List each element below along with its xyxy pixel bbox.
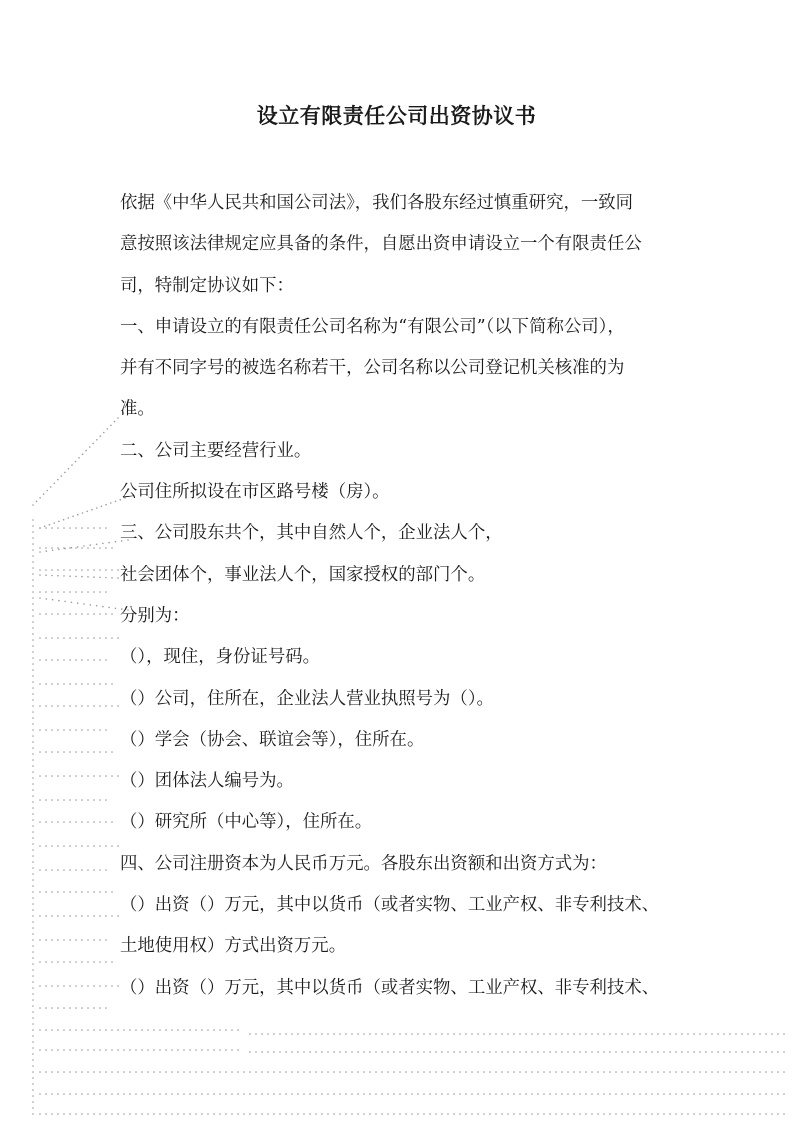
body-line: 并有不同字号的被选名称若干，公司名称以公司登记机关核准的为 — [120, 358, 625, 379]
body-line: （），现住，身份证号码。 — [120, 647, 320, 668]
body-line: 意按照该法律规定应具备的条件，自愿出资申请设立一个有限责任公 — [120, 234, 642, 255]
body-line: （）出资（）万元，其中以货币（或者实物、工业产权、非专利技术、 — [120, 977, 660, 998]
document-body — [120, 183, 680, 1009]
body-line: 司，特制定协议如下： — [120, 275, 294, 296]
body-line: （）出资（）万元，其中以货币（或者实物、工业产权、非专利技术、 — [120, 895, 660, 916]
body-line: （）学会（协会、联谊会等），住所在。 — [120, 729, 425, 750]
body-line: 公司住所拟设在市区路号楼（房）。 — [120, 482, 390, 503]
body-line: 分别为： — [120, 605, 190, 626]
body-line: （）公司，住所在，企业法人营业执照号为（）。 — [120, 688, 494, 709]
body-line: 社会团体个，事业法人个，国家授权的部门个。 — [120, 564, 486, 585]
body-line: 四、公司注册资本为人民币万元。各股东出资额和出资方式为： — [120, 853, 607, 874]
body-line: （）研究所（中心等），住所在。 — [120, 812, 373, 833]
body-line: 三、公司股东共个，其中自然人个，企业法人个， — [120, 523, 503, 544]
body-line: 二、公司主要经营行业。 — [120, 440, 312, 461]
body-line: （）团体法人编号为。 — [120, 771, 294, 792]
body-line: 土地使用权）方式出资万元。 — [120, 936, 347, 957]
document-title: 设立有限责任公司出资协议书 — [256, 103, 537, 128]
body-line: 准。 — [120, 399, 155, 420]
body-line: 依据《中华人民共和国公司法》，我们各股东经过慎重研究，一致同 — [120, 193, 634, 213]
body-line: 一、申请设立的有限责任公司名称为“有限公司”（以下简称公司）， — [120, 316, 625, 337]
